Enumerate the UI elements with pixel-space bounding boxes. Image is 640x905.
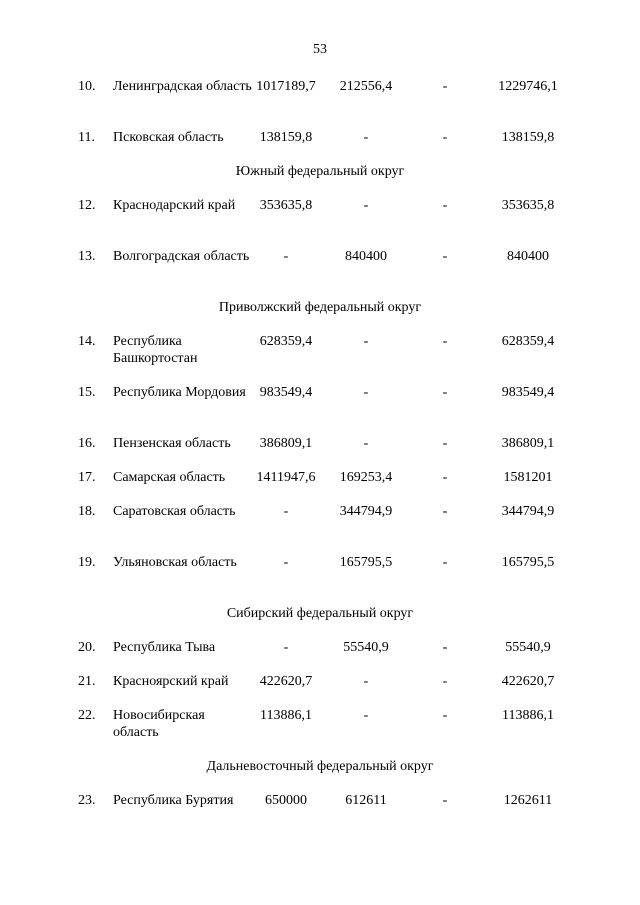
row-number: 15. (78, 385, 96, 400)
table-row (0, 384, 640, 435)
value-column-2: - (363, 198, 369, 213)
value-total: 628359,4 (501, 334, 555, 349)
value-total: 165795,5 (501, 555, 555, 570)
row-number: 10. (78, 79, 96, 94)
region-name: Республика Башкортостан (113, 334, 198, 366)
table-row (0, 469, 640, 503)
value-column-3: - (442, 708, 448, 723)
district-heading (0, 605, 640, 639)
value-column-2: 169253,4 (339, 470, 393, 485)
district-heading-text: Южный федеральный округ (235, 164, 405, 179)
value-column-1: 113886,1 (260, 708, 312, 723)
row-number: 12. (78, 198, 96, 213)
region-name: Псковская область (113, 130, 224, 145)
value-column-3: - (442, 640, 448, 655)
value-total: 840400 (507, 249, 549, 264)
row-number: 18. (78, 504, 96, 519)
value-total: 386809,1 (501, 436, 555, 451)
value-column-2: - (363, 334, 369, 349)
value-column-2: 55540,9 (343, 640, 389, 655)
value-column-2: - (363, 708, 369, 723)
value-column-1: 983549,4 (259, 385, 313, 400)
value-column-1: 422620,7 (259, 674, 313, 689)
value-column-3: - (442, 334, 448, 349)
value-column-3: - (442, 674, 448, 689)
table-row (0, 792, 640, 843)
value-total: 113886,1 (502, 708, 554, 723)
district-heading-text: Приволжский федеральный округ (218, 300, 422, 315)
value-column-1: - (283, 640, 289, 655)
value-column-3: - (442, 555, 448, 570)
value-column-1: 1411947,6 (256, 470, 316, 485)
row-number: 22. (78, 708, 96, 723)
table-row (0, 503, 640, 554)
value-column-1: - (283, 555, 289, 570)
value-column-1: 1017189,7 (256, 79, 316, 94)
value-column-1: 353635,8 (259, 198, 313, 213)
table-row (0, 129, 640, 163)
value-total: 138159,8 (501, 130, 555, 145)
region-name: Саратовская область (113, 504, 236, 519)
page-number: 53 (313, 42, 327, 57)
value-total: 1262611 (503, 793, 553, 808)
value-column-1: 386809,1 (259, 436, 313, 451)
regions-table (0, 78, 640, 843)
value-column-2: 344794,9 (339, 504, 393, 519)
row-number: 17. (78, 470, 96, 485)
value-column-1: - (283, 504, 289, 519)
row-number: 23. (78, 793, 96, 808)
region-name: Республика Тыва (113, 640, 216, 655)
region-name: Ульяновская область (113, 555, 237, 570)
table-row (0, 435, 640, 469)
row-number: 13. (78, 249, 96, 264)
table-row (0, 197, 640, 248)
region-name: Ленинградская область (113, 79, 252, 94)
region-name: Самарская область (113, 470, 226, 485)
value-total: 983549,4 (501, 385, 555, 400)
value-column-2: - (363, 674, 369, 689)
district-heading (0, 299, 640, 333)
value-column-1: 628359,4 (259, 334, 313, 349)
value-column-3: - (442, 470, 448, 485)
table-row (0, 639, 640, 673)
value-column-2: - (363, 385, 369, 400)
value-total: 344794,9 (501, 504, 555, 519)
district-heading-text: Дальневосточный федеральный округ (206, 759, 434, 774)
region-name: Республика Бурятия (113, 793, 234, 808)
district-heading (0, 758, 640, 792)
region-name: Пензенская область (113, 436, 231, 451)
value-column-3: - (442, 198, 448, 213)
value-total: 422620,7 (501, 674, 555, 689)
row-number: 16. (78, 436, 96, 451)
row-number: 11. (78, 130, 95, 145)
value-column-2: 840400 (345, 249, 387, 264)
value-column-3: - (442, 793, 448, 808)
value-column-2: - (363, 436, 369, 451)
table-row (0, 673, 640, 707)
value-column-1: 138159,8 (259, 130, 313, 145)
value-column-3: - (442, 385, 448, 400)
region-name: Красноярский край (113, 674, 229, 689)
value-total: 55540,9 (505, 640, 551, 655)
value-total: 353635,8 (501, 198, 555, 213)
district-heading-text: Сибирский федеральный округ (226, 606, 414, 621)
value-column-3: - (442, 79, 448, 94)
value-column-3: - (442, 504, 448, 519)
row-number: 14. (78, 334, 96, 349)
region-name: Волгоградская область (113, 249, 250, 264)
value-total: 1581201 (503, 470, 553, 485)
value-column-3: - (442, 436, 448, 451)
row-number: 19. (78, 555, 96, 570)
value-column-2: - (363, 130, 369, 145)
value-total: 1229746,1 (498, 79, 558, 94)
table-row (0, 554, 640, 605)
value-column-2: 165795,5 (339, 555, 393, 570)
region-name: Республика Мордовия (113, 385, 246, 400)
table-row (0, 78, 640, 129)
value-column-1: 650000 (265, 793, 307, 808)
table-row (0, 333, 640, 384)
region-name: Новосибирская область (113, 708, 205, 740)
value-column-3: - (442, 249, 448, 264)
value-column-1: - (283, 249, 289, 264)
value-column-3: - (442, 130, 448, 145)
district-heading (0, 163, 640, 197)
table-row (0, 707, 640, 758)
row-number: 20. (78, 640, 96, 655)
region-name: Краснодарский край (113, 198, 236, 213)
value-column-2: 212556,4 (339, 79, 393, 94)
value-column-2: 612611 (345, 793, 387, 808)
table-row (0, 248, 640, 299)
row-number: 21. (78, 674, 96, 689)
